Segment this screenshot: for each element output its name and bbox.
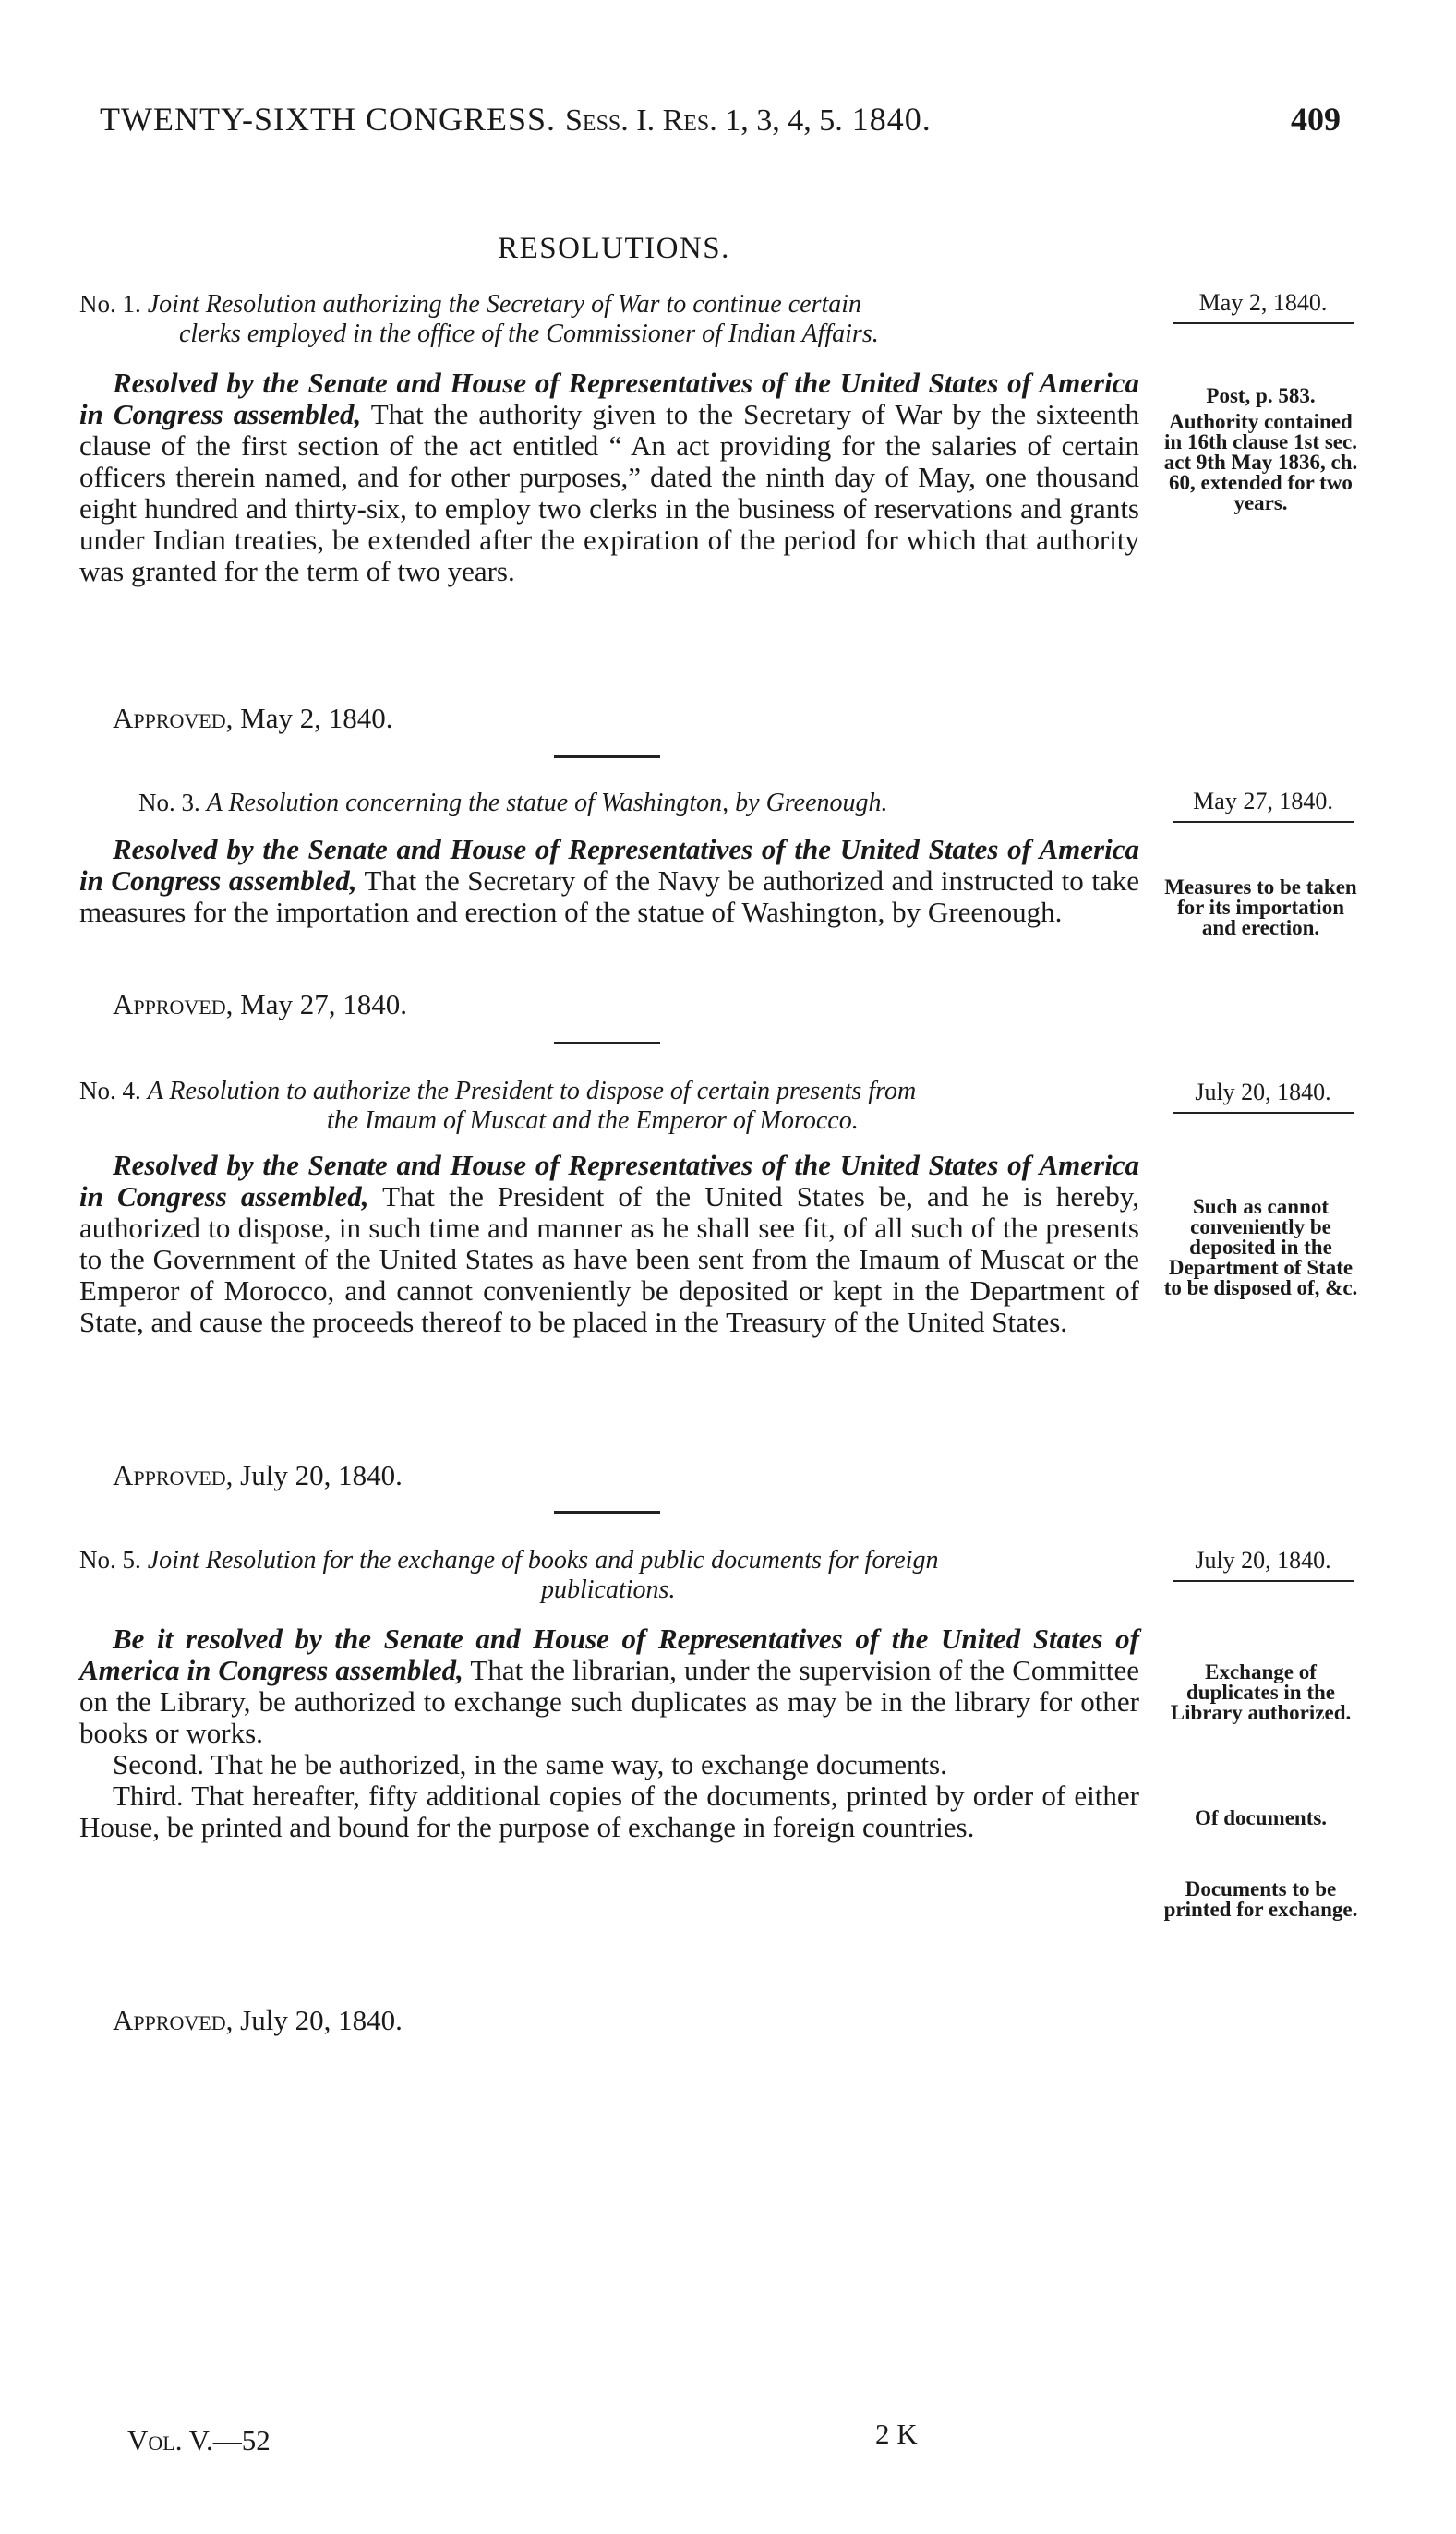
- resolution-text: That the President of the United States be, and he is hereby, authorized to dispose, in such time and manner as he shall see fit, of all such of the presents to the Government of the United States as have been sent from the Imaum of Muscat or the Emperor of Morocco, and cannot conveniently be deposited or kept in the Department of State, and cause the proceeds thereof to be placed in the Treasury of the United States.: [79, 1180, 1139, 1338]
- enacting-clause: Be it resolved by the Senate and House of Representatives of the United States of America in Congress assembled,: [79, 1623, 1139, 1686]
- footer-volume: Vol. V.—52: [127, 2424, 271, 2456]
- date-rule: [1173, 322, 1354, 324]
- margin-note-exchange: Exchange of duplicates in the Library authorized.: [1170, 1660, 1352, 1724]
- resolution-1-date: May 2, 1840.: [1171, 289, 1355, 324]
- resolution-5-date: July 20, 1840.: [1171, 1547, 1355, 1582]
- running-head: [100, 100, 932, 139]
- resolution-3-body: [79, 834, 1139, 928]
- session-info: Sess. I. Res. 1, 3, 4, 5.: [565, 103, 843, 138]
- date-rule: [1173, 1580, 1354, 1582]
- resolution-title-continued: the Imaum of Muscat and the Emperor of Morocco.: [327, 1106, 859, 1135]
- resolution-title-continued: clerks employed in the office of the Commissioner of Indian Affairs.: [179, 320, 879, 348]
- resolution-text: That the librarian, under the supervision of the Committee on the Library, be authorized to exchange such duplicates as may be in the library for other books or works.: [79, 1654, 1139, 1749]
- resolution-text: That the authority given to the Secretary of War by the sixteenth clause of the first section of the act entitled “ An act providing for the salaries of certain officers therein named, and for other purposes,” dated the ninth day of May, one thousand eight hundred and thirty-six, to employ two clerks in the business of reservations and grants under Indian treaties, be extended after the expiration of the period for which that authority was granted for the term of two years.: [79, 398, 1139, 587]
- resolution-third-clause: Third. That hereafter, fifty additional copies of the documents, printed by order of either House, be printed and bound for the purpose of exchange in foreign countries.: [79, 1780, 1139, 1843]
- resolution-number: No. 5.: [79, 1546, 141, 1574]
- resolution-3-approved: Approved, May 27, 1840.: [113, 988, 407, 1020]
- section-title: RESOLUTIONS.: [498, 232, 730, 265]
- enacting-clause: Resolved by the Senate and House of Representatives of the United States of America in Congress assembled,: [79, 833, 1139, 897]
- resolution-1-heading: [79, 289, 1150, 349]
- resolution-1-approved: Approved, May 2, 1840.: [113, 702, 393, 734]
- margin-note-authority: Authority contained in 16th clause 1st sec. act 9th May 1836, ch. 60, extended for two years.: [1163, 410, 1358, 514]
- resolution-4-heading: [79, 1076, 1150, 1136]
- resolution-4-body: [79, 1150, 1139, 1338]
- resolution-4-date: July 20, 1840.: [1171, 1079, 1355, 1114]
- resolution-number: No. 3.: [138, 789, 200, 816]
- margin-note-page-ref: Post, p. 583.: [1206, 384, 1316, 407]
- resolution-5-body: [79, 1623, 1139, 1843]
- resolution-second-clause: Second. That he be authorized, in the same way, to exchange documents.: [113, 1748, 947, 1780]
- resolution-title: A Resolution to authorize the President to dispose of certain presents from: [147, 1077, 917, 1105]
- resolution-title: Joint Resolution for the exchange of books and public documents for foreign: [147, 1546, 939, 1575]
- resolution-number: No. 4.: [79, 1077, 141, 1104]
- resolution-3-heading: [138, 788, 1154, 818]
- date-rule: [1173, 1112, 1354, 1114]
- resolution-number: No. 1.: [79, 290, 141, 318]
- margin-note-printing: Documents to be printed for exchange.: [1163, 1877, 1358, 1921]
- resolution-5-approved: Approved, July 20, 1840.: [113, 2004, 403, 2036]
- resolution-3-date: May 27, 1840.: [1171, 788, 1355, 823]
- margin-note-disposal: Such as cannot conveniently be deposited in the Department of State to be disposed of, &c.: [1163, 1195, 1358, 1299]
- resolution-title: A Resolution concerning the statue of Washington, by Greenough.: [206, 789, 888, 817]
- resolution-text: That the Secretary of the Navy be authorized and instructed to take measures for the importation and erection of the statue of Washington, by Greenough.: [79, 864, 1139, 928]
- resolution-5-heading: [79, 1545, 1150, 1605]
- congress-title: TWENTY-SIXTH CONGRESS.: [100, 101, 556, 138]
- resolution-4-approved: Approved, July 20, 1840.: [113, 1459, 403, 1491]
- resolution-1-body: [79, 368, 1139, 587]
- resolution-title-continued: publications.: [541, 1575, 676, 1604]
- date-rule: [1173, 821, 1354, 823]
- section-divider: [554, 1042, 660, 1044]
- enacting-clause: Resolved by the Senate and House of Representatives of the United States of America in Congress assembled,: [79, 367, 1139, 430]
- header-year: 1840.: [851, 101, 932, 138]
- footer-signature: 2 K: [875, 2418, 918, 2450]
- enacting-clause: Resolved by the Senate and House of Representatives of the United States of America in Congress assembled,: [79, 1149, 1139, 1213]
- section-divider: [554, 755, 660, 758]
- margin-note-measures: Measures to be taken for its importation and erection.: [1164, 875, 1357, 939]
- resolution-title: Joint Resolution authorizing the Secretary of War to continue certain: [147, 290, 862, 319]
- margin-note-documents: Of documents.: [1194, 1806, 1328, 1829]
- page-number: 409: [1291, 101, 1341, 138]
- section-divider: [554, 1511, 660, 1514]
